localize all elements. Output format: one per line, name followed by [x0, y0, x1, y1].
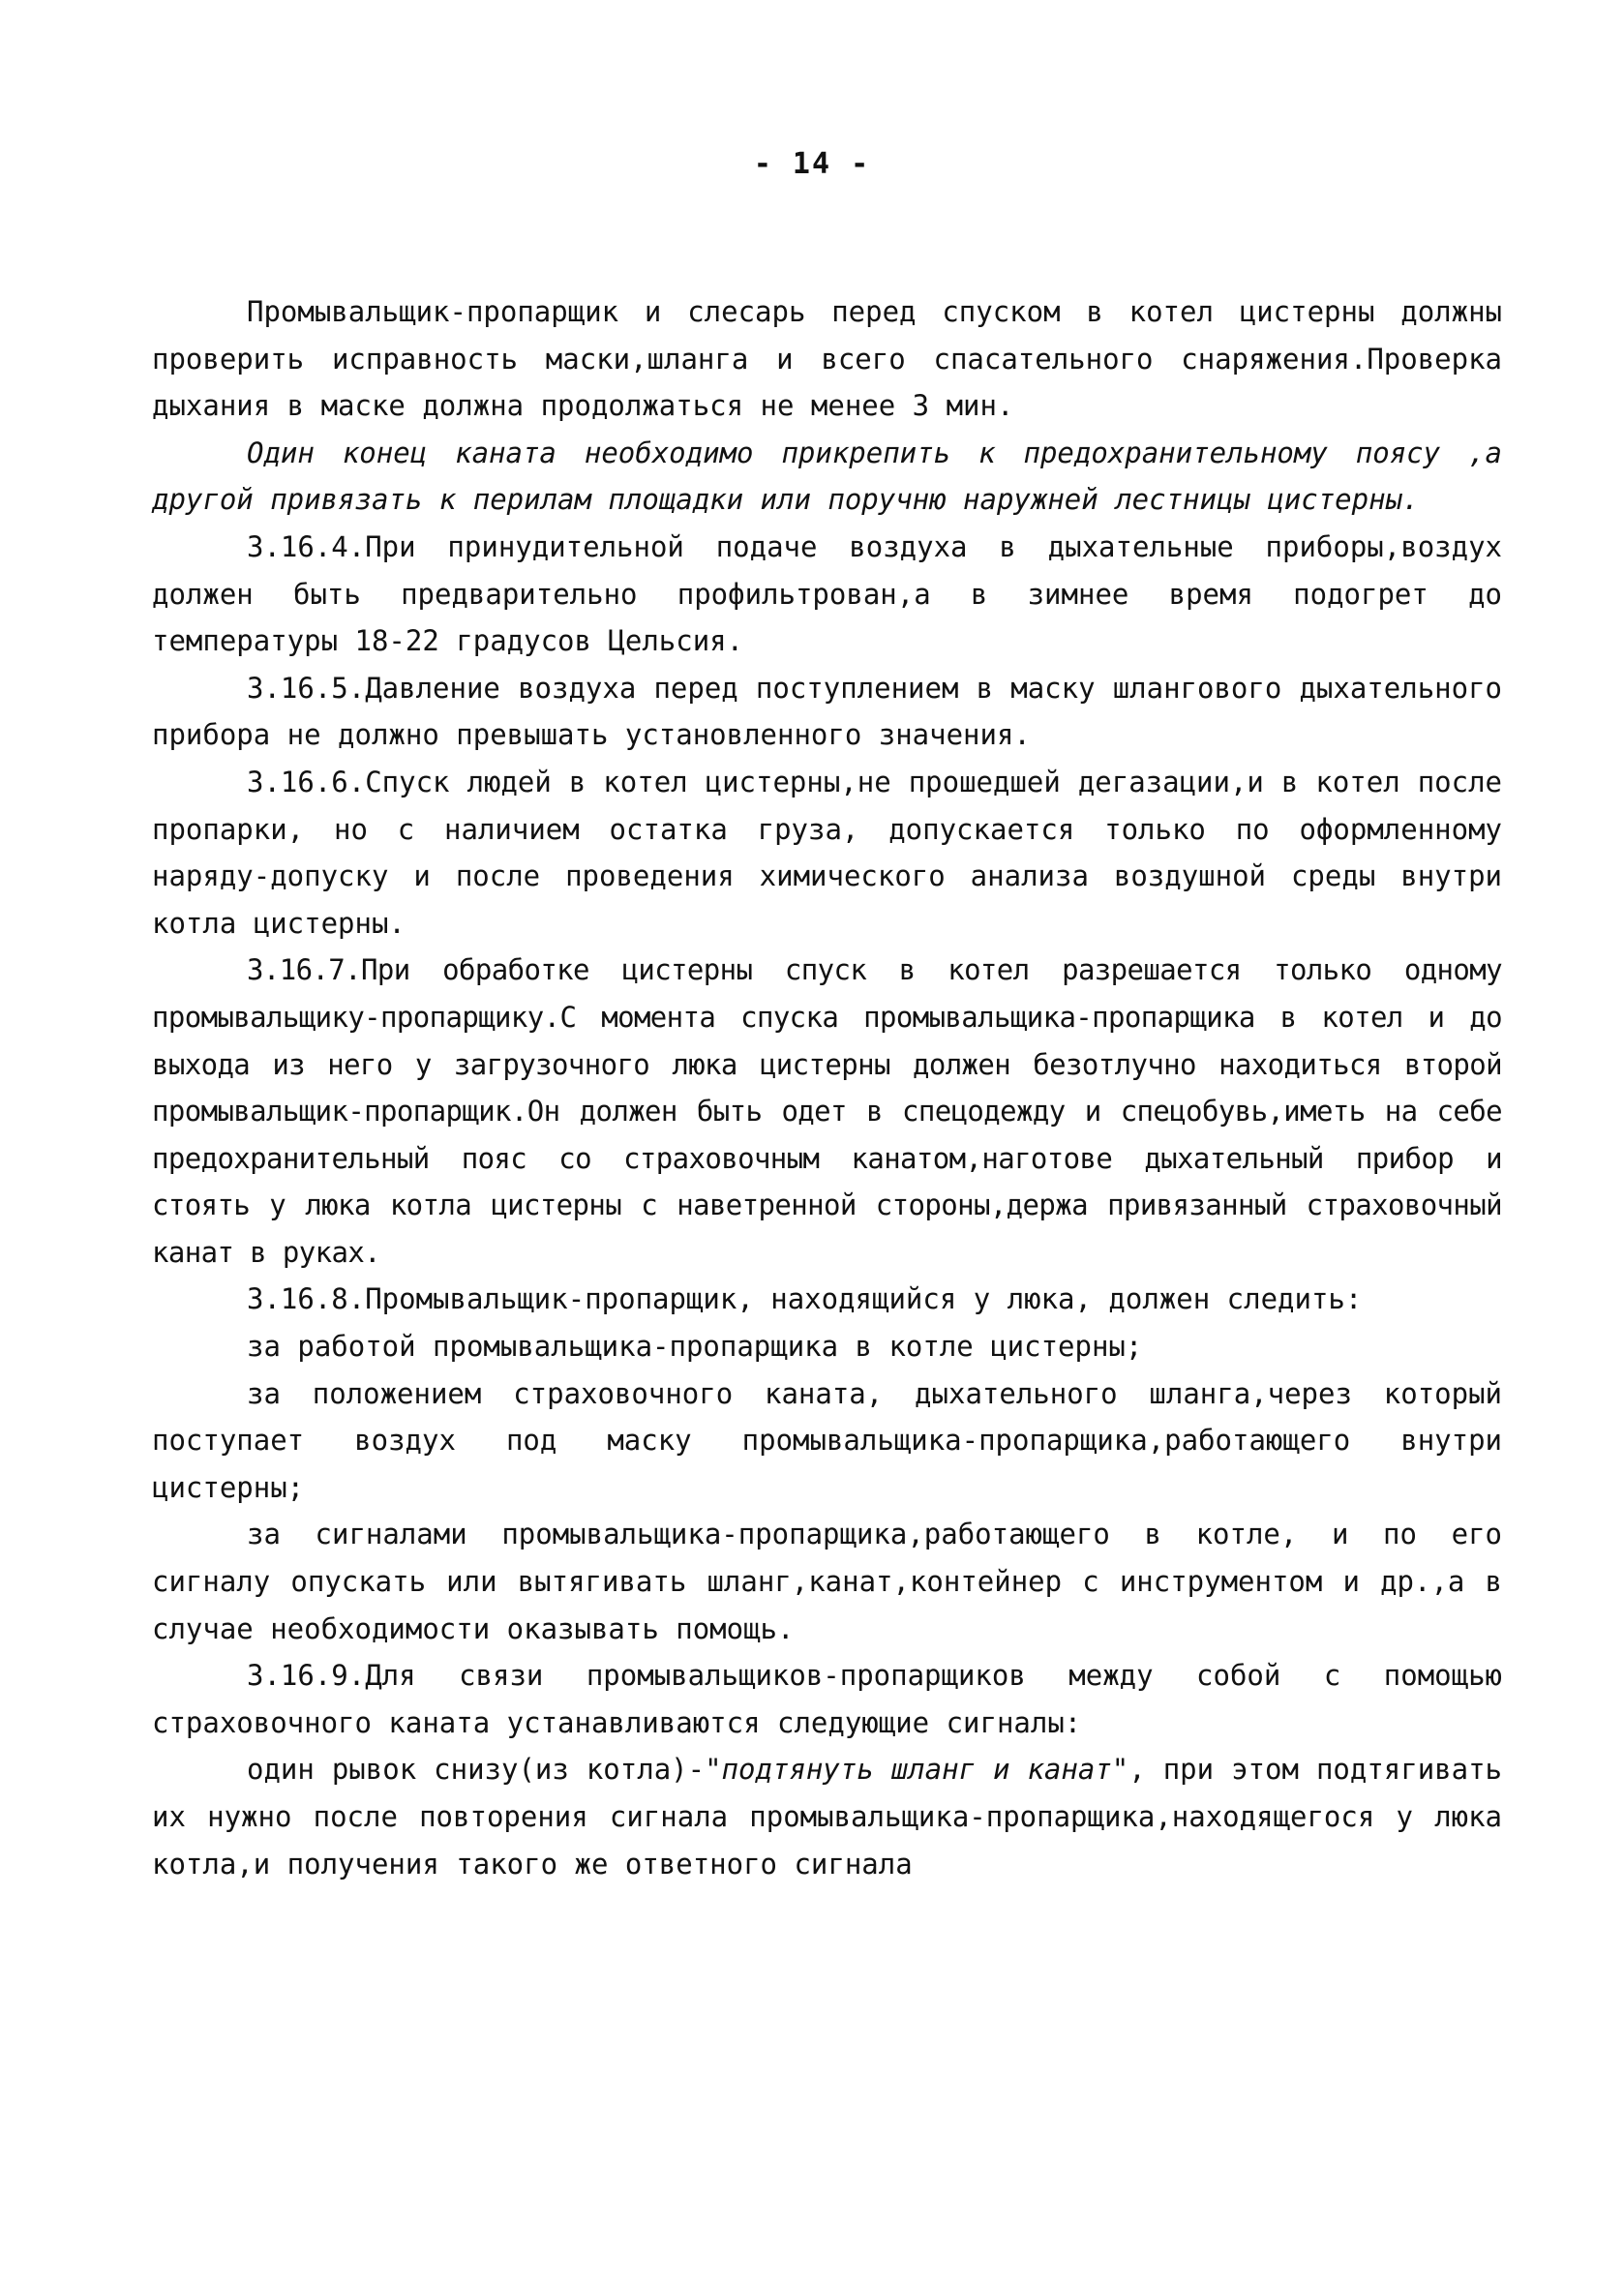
paragraph-watch-signals: за сигналами промывальщика-пропарщика,работающего в котле, и по его сигналу опускать или вытягивать шланг,канат,контейнер с инструментом и др.,а в случае необходимости оказывать помощь.	[152, 1518, 1502, 1645]
paragraph-3-16-8: 3.16.8.Промывальщик-пропарщик, находящийся у люка, должен следить:	[247, 1282, 1363, 1316]
paragraph-mask-check: Промывальщик-пропарщик и слесарь перед спуском в котел цистерны должны проверить исправность маски,шланга и всего спасательного снаряжения.Проверка дыхания в маске должна продолжаться не менее 3 мин.	[152, 295, 1502, 423]
paragraph-watch-work: за работой промывальщика-пропарщика в котле цистерны;	[247, 1330, 1143, 1364]
paragraph-3-16-7: 3.16.7.При обработке цистерны спуск в котел разрешается только одному промывальщику-пропарщику.С момента спуска промывальщика-пропарщика в котел и до выхода из него у загрузочного люка цистерны должен безотлучно находиться второй промывальщик-пропарщик.Он должен быть одет в спецодежду и спецобувь,иметь на себе предохранительный пояс со страховочным канатом,наготове дыхательный прибор и стоять у люка котла цистерны с наветренной стороны,держа привязанный страховочный канат в руках.	[152, 953, 1502, 1269]
paragraph-watch-rope: за положением страховочного каната, дыхательного шланга,через который поступает воздух под маску промывальщика-пропарщика,работающего внутри цистерны;	[152, 1376, 1502, 1504]
paragraph-signal-one-pull	[152, 1746, 1502, 1887]
paragraph-3-16-4: 3.16.4.При принудительной подаче воздуха в дыхательные приборы,воздух должен быть предварительно профильтрован,а в зимнее время подогрет до температуры 18-22 градусов Цельсия.	[152, 529, 1502, 658]
paragraph-3-16-6: 3.16.6.Спуск людей в котел цистерны,не прошедшей дегазации,и в котел после пропарки, но с наличием остатка груза, допускается только по оформленному наряду-допуску и после проведения химического анализа воздушной среды внутри котла цистерны.	[152, 765, 1502, 940]
signal-one-pull-command: "подтянуть шланг и канат"	[705, 1753, 1129, 1787]
page-number: - 14 -	[753, 147, 871, 181]
document-body	[152, 288, 1502, 1887]
signal-one-pull-rest: , при этом подтягивать их нужно после повторения сигнала промывальщика-пропарщика,находящегося у люка котла,и получения такого же ответного сигнала	[152, 1753, 1503, 1881]
signal-one-pull-prefix: один рывок снизу(из котла)-	[247, 1753, 706, 1787]
paragraph-3-16-9: 3.16.9.Для связи промывальщиков-пропарщиков между собой с помощью страховочного каната устанавливаются следующие сигналы:	[152, 1659, 1502, 1739]
paragraph-rope-attachment: Один конец каната необходимо прикрепить к предохранительному поясу ,а другой привязать к перилам площадки или поручню наружней лестницы цистерны.	[152, 436, 1502, 517]
paragraph-3-16-5: 3.16.5.Давление воздуха перед поступлением в маску шлангового дыхательного прибора не должно превышать установленного значения.	[152, 671, 1502, 752]
